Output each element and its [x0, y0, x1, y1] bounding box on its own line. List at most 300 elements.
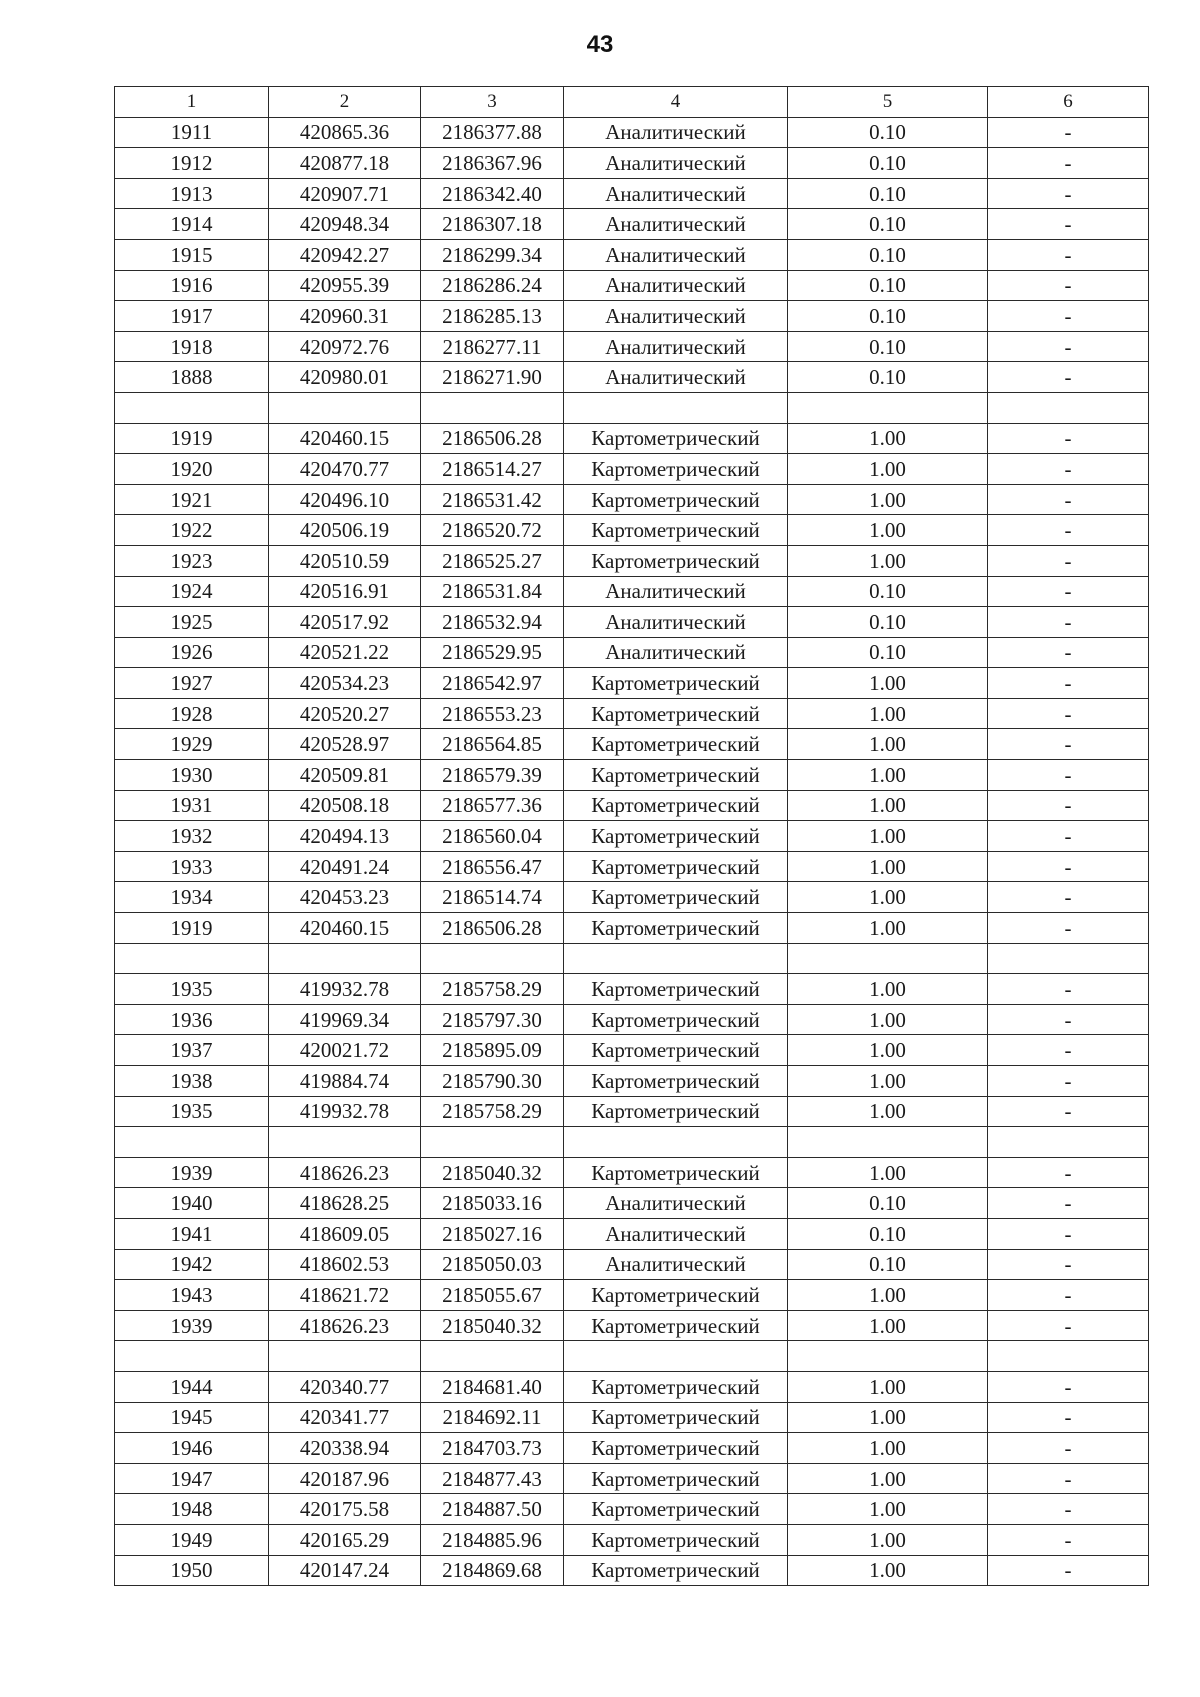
note-cell: -	[988, 1402, 1149, 1433]
note-cell: -	[988, 1188, 1149, 1219]
x-coordinate-cell: 420960.31	[269, 301, 421, 332]
y-coordinate-cell	[421, 1127, 564, 1158]
point-number-cell: 1939	[115, 1157, 269, 1188]
y-coordinate-cell: 2186532.94	[421, 607, 564, 638]
y-coordinate-cell: 2185055.67	[421, 1280, 564, 1311]
y-coordinate-cell: 2186285.13	[421, 301, 564, 332]
table-row	[115, 668, 1149, 699]
point-number-cell: 1940	[115, 1188, 269, 1219]
point-number-cell: 1920	[115, 454, 269, 485]
method-cell: Картометрический	[564, 454, 788, 485]
x-coordinate-cell: 419932.78	[269, 974, 421, 1005]
table-row	[115, 484, 1149, 515]
method-cell: Картометрический	[564, 913, 788, 944]
x-coordinate-cell: 418609.05	[269, 1218, 421, 1249]
method-cell: Аналитический	[564, 1249, 788, 1280]
accuracy-cell: 1.00	[788, 851, 988, 882]
note-cell: -	[988, 576, 1149, 607]
separator-row	[115, 1127, 1149, 1158]
point-number-cell: 1888	[115, 362, 269, 393]
note-cell: -	[988, 301, 1149, 332]
method-cell: Картометрический	[564, 1066, 788, 1097]
accuracy-cell: 1.00	[788, 1402, 988, 1433]
note-cell: -	[988, 1494, 1149, 1525]
point-number-cell: 1922	[115, 515, 269, 546]
accuracy-cell: 1.00	[788, 1066, 988, 1097]
point-number-cell	[115, 1341, 269, 1372]
note-cell: -	[988, 209, 1149, 240]
y-coordinate-cell: 2186299.34	[421, 239, 564, 270]
note-cell: -	[988, 1371, 1149, 1402]
y-coordinate-cell: 2186286.24	[421, 270, 564, 301]
table-row	[115, 913, 1149, 944]
accuracy-cell: 1.00	[788, 1433, 988, 1464]
method-cell: Картометрический	[564, 484, 788, 515]
note-cell: -	[988, 729, 1149, 760]
note-cell: -	[988, 698, 1149, 729]
note-cell: -	[988, 1310, 1149, 1341]
accuracy-cell: 1.00	[788, 668, 988, 699]
table-row	[115, 1524, 1149, 1555]
x-coordinate-cell: 420865.36	[269, 117, 421, 148]
accuracy-cell: 0.10	[788, 117, 988, 148]
accuracy-cell: 1.00	[788, 882, 988, 913]
note-cell: -	[988, 974, 1149, 1005]
note-cell: -	[988, 760, 1149, 791]
header-row	[115, 87, 1149, 118]
y-coordinate-cell	[421, 943, 564, 974]
point-number-cell: 1925	[115, 607, 269, 638]
note-cell: -	[988, 668, 1149, 699]
x-coordinate-cell: 420496.10	[269, 484, 421, 515]
point-number-cell: 1929	[115, 729, 269, 760]
note-cell: -	[988, 821, 1149, 852]
x-coordinate-cell: 420494.13	[269, 821, 421, 852]
y-coordinate-cell: 2186556.47	[421, 851, 564, 882]
y-coordinate-cell: 2185050.03	[421, 1249, 564, 1280]
x-coordinate-cell: 420470.77	[269, 454, 421, 485]
x-coordinate-cell: 418626.23	[269, 1157, 421, 1188]
accuracy-cell	[788, 1127, 988, 1158]
table-row	[115, 637, 1149, 668]
y-coordinate-cell: 2186520.72	[421, 515, 564, 546]
note-cell: -	[988, 331, 1149, 362]
coordinates-table	[114, 86, 1149, 1586]
note-cell: -	[988, 1066, 1149, 1097]
table-row	[115, 790, 1149, 821]
accuracy-cell: 0.10	[788, 607, 988, 638]
method-cell: Аналитический	[564, 1218, 788, 1249]
y-coordinate-cell: 2185040.32	[421, 1310, 564, 1341]
method-cell: Аналитический	[564, 239, 788, 270]
x-coordinate-cell: 420341.77	[269, 1402, 421, 1433]
table-row	[115, 1555, 1149, 1586]
y-coordinate-cell	[421, 1341, 564, 1372]
x-coordinate-cell: 420187.96	[269, 1463, 421, 1494]
method-cell: Аналитический	[564, 637, 788, 668]
separator-row	[115, 1341, 1149, 1372]
y-coordinate-cell: 2184692.11	[421, 1402, 564, 1433]
point-number-cell: 1937	[115, 1035, 269, 1066]
x-coordinate-cell: 420338.94	[269, 1433, 421, 1464]
point-number-cell: 1919	[115, 423, 269, 454]
method-cell: Аналитический	[564, 209, 788, 240]
method-cell: Аналитический	[564, 576, 788, 607]
y-coordinate-cell: 2186367.96	[421, 148, 564, 179]
table-row	[115, 1280, 1149, 1311]
x-coordinate-cell: 420147.24	[269, 1555, 421, 1586]
y-coordinate-cell: 2185797.30	[421, 1004, 564, 1035]
note-cell	[988, 943, 1149, 974]
accuracy-cell: 0.10	[788, 1249, 988, 1280]
point-number-cell	[115, 943, 269, 974]
note-cell: -	[988, 270, 1149, 301]
note-cell	[988, 392, 1149, 423]
table-row	[115, 239, 1149, 270]
x-coordinate-cell: 420460.15	[269, 423, 421, 454]
x-coordinate-cell: 420509.81	[269, 760, 421, 791]
method-cell: Картометрический	[564, 1463, 788, 1494]
y-coordinate-cell: 2184885.96	[421, 1524, 564, 1555]
method-cell: Аналитический	[564, 178, 788, 209]
method-cell: Картометрический	[564, 1494, 788, 1525]
note-cell: -	[988, 1433, 1149, 1464]
x-coordinate-cell: 420534.23	[269, 668, 421, 699]
y-coordinate-cell: 2185033.16	[421, 1188, 564, 1219]
accuracy-cell: 1.00	[788, 974, 988, 1005]
method-cell: Аналитический	[564, 331, 788, 362]
accuracy-cell: 1.00	[788, 515, 988, 546]
point-number-cell: 1913	[115, 178, 269, 209]
x-coordinate-cell: 420508.18	[269, 790, 421, 821]
x-coordinate-cell: 420877.18	[269, 148, 421, 179]
accuracy-cell: 0.10	[788, 270, 988, 301]
method-cell: Аналитический	[564, 117, 788, 148]
table-row	[115, 1218, 1149, 1249]
method-cell: Картометрический	[564, 423, 788, 454]
method-cell	[564, 392, 788, 423]
note-cell: -	[988, 1157, 1149, 1188]
table-row	[115, 882, 1149, 913]
note-cell: -	[988, 178, 1149, 209]
y-coordinate-cell: 2186579.39	[421, 760, 564, 791]
method-cell: Картометрический	[564, 1310, 788, 1341]
point-number-cell: 1916	[115, 270, 269, 301]
accuracy-cell: 1.00	[788, 484, 988, 515]
point-number-cell: 1935	[115, 1096, 269, 1127]
y-coordinate-cell: 2186577.36	[421, 790, 564, 821]
note-cell: -	[988, 362, 1149, 393]
y-coordinate-cell: 2186529.95	[421, 637, 564, 668]
accuracy-cell: 1.00	[788, 1096, 988, 1127]
accuracy-cell: 1.00	[788, 913, 988, 944]
accuracy-cell: 1.00	[788, 454, 988, 485]
x-coordinate-cell: 420972.76	[269, 331, 421, 362]
x-coordinate-cell: 420506.19	[269, 515, 421, 546]
y-coordinate-cell: 2184877.43	[421, 1463, 564, 1494]
y-coordinate-cell: 2185895.09	[421, 1035, 564, 1066]
note-cell: -	[988, 484, 1149, 515]
point-number-cell: 1932	[115, 821, 269, 852]
accuracy-cell: 1.00	[788, 1463, 988, 1494]
note-cell: -	[988, 790, 1149, 821]
column-header-4: 4	[564, 87, 788, 118]
point-number-cell: 1941	[115, 1218, 269, 1249]
table-row	[115, 1066, 1149, 1097]
accuracy-cell: 0.10	[788, 209, 988, 240]
y-coordinate-cell: 2186560.04	[421, 821, 564, 852]
table-row	[115, 1188, 1149, 1219]
note-cell: -	[988, 1218, 1149, 1249]
method-cell: Аналитический	[564, 362, 788, 393]
y-coordinate-cell: 2185040.32	[421, 1157, 564, 1188]
x-coordinate-cell	[269, 1341, 421, 1372]
y-coordinate-cell: 2185758.29	[421, 1096, 564, 1127]
table-row	[115, 1157, 1149, 1188]
x-coordinate-cell: 420491.24	[269, 851, 421, 882]
x-coordinate-cell: 420520.27	[269, 698, 421, 729]
table-header	[115, 87, 1149, 118]
note-cell: -	[988, 1249, 1149, 1280]
table-row	[115, 1096, 1149, 1127]
point-number-cell: 1927	[115, 668, 269, 699]
table-body	[115, 117, 1149, 1586]
y-coordinate-cell: 2186277.11	[421, 331, 564, 362]
table-row	[115, 1494, 1149, 1525]
method-cell: Картометрический	[564, 1004, 788, 1035]
method-cell: Аналитический	[564, 301, 788, 332]
note-cell: -	[988, 239, 1149, 270]
table-row	[115, 974, 1149, 1005]
x-coordinate-cell: 420175.58	[269, 1494, 421, 1525]
note-cell: -	[988, 882, 1149, 913]
column-header-3: 3	[421, 87, 564, 118]
note-cell: -	[988, 1035, 1149, 1066]
point-number-cell: 1917	[115, 301, 269, 332]
point-number-cell: 1924	[115, 576, 269, 607]
point-number-cell: 1939	[115, 1310, 269, 1341]
method-cell: Картометрический	[564, 882, 788, 913]
separator-row	[115, 392, 1149, 423]
note-cell: -	[988, 454, 1149, 485]
point-number-cell: 1931	[115, 790, 269, 821]
method-cell: Картометрический	[564, 729, 788, 760]
table-row	[115, 178, 1149, 209]
method-cell: Картометрический	[564, 668, 788, 699]
point-number-cell: 1926	[115, 637, 269, 668]
x-coordinate-cell: 420907.71	[269, 178, 421, 209]
table-row	[115, 821, 1149, 852]
method-cell: Аналитический	[564, 1188, 788, 1219]
accuracy-cell: 0.10	[788, 1218, 988, 1249]
point-number-cell: 1936	[115, 1004, 269, 1035]
note-cell: -	[988, 1096, 1149, 1127]
y-coordinate-cell: 2186506.28	[421, 913, 564, 944]
method-cell: Картометрический	[564, 760, 788, 791]
point-number-cell: 1933	[115, 851, 269, 882]
accuracy-cell: 0.10	[788, 331, 988, 362]
x-coordinate-cell: 420980.01	[269, 362, 421, 393]
y-coordinate-cell: 2185758.29	[421, 974, 564, 1005]
point-number-cell	[115, 392, 269, 423]
point-number-cell: 1921	[115, 484, 269, 515]
table-row	[115, 209, 1149, 240]
table-row	[115, 148, 1149, 179]
accuracy-cell: 1.00	[788, 1494, 988, 1525]
note-cell: -	[988, 851, 1149, 882]
method-cell: Картометрический	[564, 1157, 788, 1188]
note-cell	[988, 1341, 1149, 1372]
accuracy-cell: 0.10	[788, 576, 988, 607]
accuracy-cell: 0.10	[788, 362, 988, 393]
accuracy-cell: 1.00	[788, 1280, 988, 1311]
accuracy-cell: 1.00	[788, 760, 988, 791]
table-row	[115, 1310, 1149, 1341]
note-cell: -	[988, 607, 1149, 638]
method-cell: Картометрический	[564, 851, 788, 882]
x-coordinate-cell: 420521.22	[269, 637, 421, 668]
y-coordinate-cell: 2186553.23	[421, 698, 564, 729]
y-coordinate-cell: 2186564.85	[421, 729, 564, 760]
method-cell: Картометрический	[564, 1402, 788, 1433]
method-cell: Картометрический	[564, 515, 788, 546]
accuracy-cell: 0.10	[788, 1188, 988, 1219]
x-coordinate-cell: 419932.78	[269, 1096, 421, 1127]
table-row	[115, 760, 1149, 791]
method-cell: Аналитический	[564, 270, 788, 301]
point-number-cell: 1930	[115, 760, 269, 791]
point-number-cell: 1945	[115, 1402, 269, 1433]
y-coordinate-cell: 2184887.50	[421, 1494, 564, 1525]
point-number-cell: 1923	[115, 545, 269, 576]
y-coordinate-cell: 2186506.28	[421, 423, 564, 454]
table-row	[115, 301, 1149, 332]
point-number-cell: 1950	[115, 1555, 269, 1586]
note-cell	[988, 1127, 1149, 1158]
accuracy-cell: 1.00	[788, 698, 988, 729]
method-cell: Картометрический	[564, 1371, 788, 1402]
x-coordinate-cell: 420510.59	[269, 545, 421, 576]
y-coordinate-cell: 2185790.30	[421, 1066, 564, 1097]
point-number-cell: 1938	[115, 1066, 269, 1097]
table-row	[115, 270, 1149, 301]
accuracy-cell: 1.00	[788, 729, 988, 760]
y-coordinate-cell: 2186514.74	[421, 882, 564, 913]
method-cell: Картометрический	[564, 1433, 788, 1464]
method-cell	[564, 1341, 788, 1372]
page-number: 43	[586, 31, 614, 58]
x-coordinate-cell: 420517.92	[269, 607, 421, 638]
accuracy-cell: 0.10	[788, 637, 988, 668]
y-coordinate-cell: 2186342.40	[421, 178, 564, 209]
table-row	[115, 423, 1149, 454]
note-cell: -	[988, 637, 1149, 668]
x-coordinate-cell: 420460.15	[269, 913, 421, 944]
method-cell: Картометрический	[564, 1524, 788, 1555]
x-coordinate-cell: 418602.53	[269, 1249, 421, 1280]
method-cell: Картометрический	[564, 790, 788, 821]
point-number-cell: 1914	[115, 209, 269, 240]
method-cell: Картометрический	[564, 545, 788, 576]
y-coordinate-cell: 2186531.84	[421, 576, 564, 607]
accuracy-cell: 0.10	[788, 148, 988, 179]
accuracy-cell	[788, 943, 988, 974]
y-coordinate-cell: 2186525.27	[421, 545, 564, 576]
note-cell: -	[988, 515, 1149, 546]
note-cell: -	[988, 545, 1149, 576]
x-coordinate-cell	[269, 943, 421, 974]
x-coordinate-cell: 420955.39	[269, 270, 421, 301]
column-header-2: 2	[269, 87, 421, 118]
table-row	[115, 1433, 1149, 1464]
table-row	[115, 698, 1149, 729]
accuracy-cell: 1.00	[788, 1157, 988, 1188]
point-number-cell: 1934	[115, 882, 269, 913]
table-row	[115, 454, 1149, 485]
method-cell: Картометрический	[564, 1555, 788, 1586]
table-row	[115, 515, 1149, 546]
accuracy-cell: 1.00	[788, 545, 988, 576]
point-number-cell: 1948	[115, 1494, 269, 1525]
y-coordinate-cell: 2184681.40	[421, 1371, 564, 1402]
table-row	[115, 576, 1149, 607]
point-number-cell: 1947	[115, 1463, 269, 1494]
separator-row	[115, 943, 1149, 974]
x-coordinate-cell: 420021.72	[269, 1035, 421, 1066]
point-number-cell: 1949	[115, 1524, 269, 1555]
accuracy-cell: 0.10	[788, 178, 988, 209]
table-row	[115, 362, 1149, 393]
method-cell: Картометрический	[564, 974, 788, 1005]
x-coordinate-cell: 420340.77	[269, 1371, 421, 1402]
y-coordinate-cell: 2186514.27	[421, 454, 564, 485]
x-coordinate-cell: 419884.74	[269, 1066, 421, 1097]
x-coordinate-cell: 420942.27	[269, 239, 421, 270]
point-number-cell: 1946	[115, 1433, 269, 1464]
method-cell	[564, 1127, 788, 1158]
accuracy-cell: 1.00	[788, 1035, 988, 1066]
method-cell: Картометрический	[564, 698, 788, 729]
table-row	[115, 729, 1149, 760]
accuracy-cell: 1.00	[788, 1524, 988, 1555]
column-header-1: 1	[115, 87, 269, 118]
table-row	[115, 1035, 1149, 1066]
y-coordinate-cell: 2186271.90	[421, 362, 564, 393]
accuracy-cell: 1.00	[788, 1371, 988, 1402]
y-coordinate-cell: 2186307.18	[421, 209, 564, 240]
y-coordinate-cell: 2186542.97	[421, 668, 564, 699]
note-cell: -	[988, 913, 1149, 944]
accuracy-cell: 0.10	[788, 239, 988, 270]
accuracy-cell: 1.00	[788, 790, 988, 821]
table-row	[115, 1004, 1149, 1035]
x-coordinate-cell	[269, 392, 421, 423]
x-coordinate-cell: 420948.34	[269, 209, 421, 240]
x-coordinate-cell	[269, 1127, 421, 1158]
x-coordinate-cell: 420528.97	[269, 729, 421, 760]
note-cell: -	[988, 117, 1149, 148]
note-cell: -	[988, 148, 1149, 179]
table-row	[115, 607, 1149, 638]
note-cell: -	[988, 1280, 1149, 1311]
accuracy-cell: 1.00	[788, 821, 988, 852]
point-number-cell: 1943	[115, 1280, 269, 1311]
method-cell: Аналитический	[564, 148, 788, 179]
x-coordinate-cell: 419969.34	[269, 1004, 421, 1035]
note-cell: -	[988, 1524, 1149, 1555]
point-number-cell: 1911	[115, 117, 269, 148]
note-cell: -	[988, 1004, 1149, 1035]
